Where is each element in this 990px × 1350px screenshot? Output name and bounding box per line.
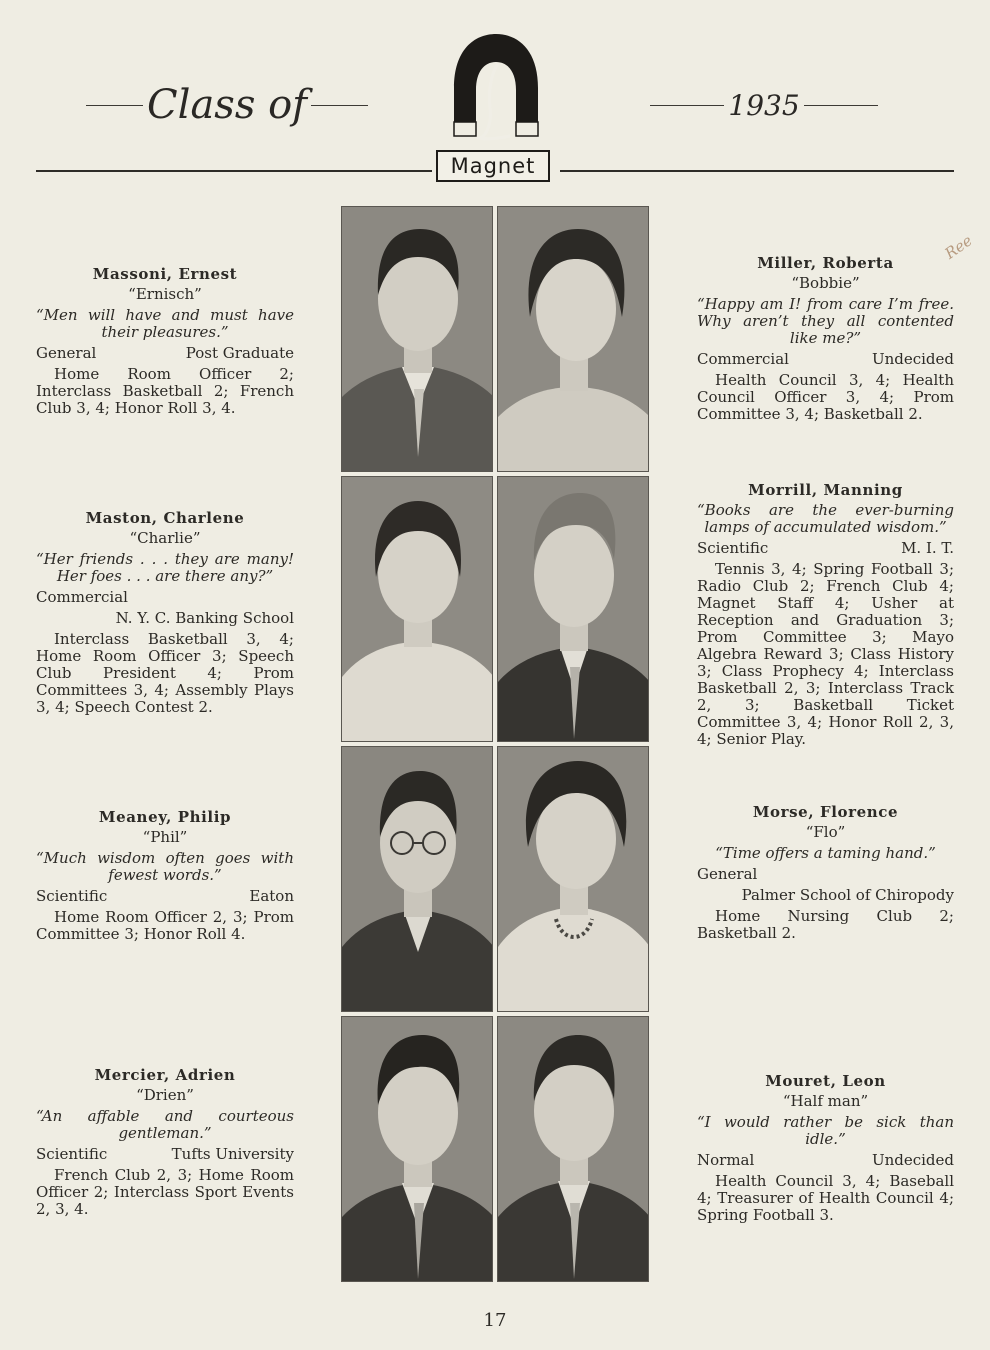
- student-name: Morrill, Manning: [748, 481, 903, 499]
- pencil-mark: Ree: [941, 231, 976, 263]
- entry-meaney: [36, 809, 294, 943]
- student-quote: “I would rather be sick than idle.”: [697, 1113, 954, 1148]
- student-course: General: [697, 865, 758, 883]
- student-name: Maston, Charlene: [85, 509, 245, 527]
- student-nickname: “Half man”: [782, 1092, 869, 1110]
- course-row: [36, 1146, 294, 1163]
- student-future: Eaton: [249, 887, 294, 905]
- student-activities: Home Room Officer 2; Interclass Basketball 2; French Club 3, 4; Honor Roll 3, 4.: [36, 365, 294, 417]
- student-course: Commercial: [36, 588, 128, 606]
- entry-mercier: [36, 1067, 294, 1218]
- student-quote: “Men will have and must have their pleasures.”: [36, 306, 294, 341]
- student-quote: “Books are the ever-burning lamps of accumulated wisdom.”: [697, 501, 954, 536]
- student-nickname: “Flo”: [805, 823, 846, 841]
- course-row: [36, 888, 294, 905]
- entry-morrill: [697, 482, 954, 748]
- student-course: General: [36, 344, 97, 362]
- magnet-logo-label: Magnet: [436, 150, 550, 182]
- portrait-morrill: [497, 476, 649, 742]
- student-course: Scientific: [36, 1145, 108, 1163]
- student-future: Tufts University: [171, 1145, 294, 1163]
- entry-massoni: [36, 266, 294, 417]
- student-quote: “Much wisdom often goes with fewest words.”: [36, 849, 294, 884]
- portrait-miller: [497, 206, 649, 472]
- header-rule-right: [650, 105, 724, 106]
- student-name: Mouret, Leon: [765, 1072, 886, 1090]
- student-nickname: “Charlie”: [129, 529, 201, 547]
- year-heading: [650, 80, 878, 130]
- entry-morse: [697, 804, 954, 942]
- student-name: Meaney, Philip: [98, 808, 232, 826]
- course-row: [36, 589, 294, 606]
- student-nickname: “Bobbie”: [791, 274, 860, 292]
- student-nickname: “Ernisch”: [128, 285, 202, 303]
- portrait-maston: [341, 476, 493, 742]
- student-activities: Interclass Basketball 3, 4; Home Room Officer 3; Speech Club President 4; Prom Committees 3, 4; Assembly Plays 3, 4; Speech Contest 2.: [36, 630, 294, 716]
- header-rule-left-2: [311, 105, 368, 106]
- class-of-heading: [86, 80, 368, 130]
- student-activities: Home Nursing Club 2; Basketball 2.: [697, 907, 954, 942]
- student-course: Scientific: [697, 539, 769, 557]
- entry-maston: [36, 510, 294, 716]
- student-activities: Health Council 3, 4; Baseball 4; Treasurer of Health Council 4; Spring Football 3.: [697, 1172, 954, 1224]
- course-row: [697, 1152, 954, 1169]
- course-row: [697, 540, 954, 557]
- portrait-mercier: [341, 1016, 493, 1282]
- student-future: M. I. T.: [901, 539, 954, 557]
- entry-mouret: [697, 1073, 954, 1224]
- student-course: Scientific: [36, 887, 108, 905]
- main-rule-right: [560, 170, 954, 172]
- student-name: Morse, Florence: [752, 803, 899, 821]
- student-nickname: “Phil”: [142, 828, 188, 846]
- header-rule-left: [86, 105, 143, 106]
- student-activities: Home Room Officer 2, 3; Prom Committee 3; Honor Roll 4.: [36, 908, 294, 943]
- student-quote: “Her friends . . . they are many! Her foes . . . are there any?”: [36, 550, 294, 585]
- course-row: [697, 866, 954, 883]
- student-activities: Health Council 3, 4; Health Council Officer 3, 4; Prom Committee 3, 4; Basketball 2.: [697, 371, 954, 423]
- course-row: [697, 351, 954, 368]
- class-of-text: Class of: [147, 82, 307, 128]
- student-future: N. Y. C. Banking School: [115, 609, 294, 627]
- student-quote: “Time offers a taming hand.”: [715, 844, 936, 862]
- student-name: Mercier, Adrien: [94, 1066, 236, 1084]
- header-rule-right-2: [804, 105, 878, 106]
- portrait-morse: [497, 746, 649, 1012]
- main-rule-left: [36, 170, 432, 172]
- student-name: Massoni, Ernest: [92, 265, 238, 283]
- year-text: 1935: [728, 88, 800, 122]
- student-quote: “Happy am I! from care I’m free. Why aren’t they all contented like me?”: [697, 295, 954, 347]
- student-nickname: “Drien”: [136, 1086, 194, 1104]
- portrait-massoni: [341, 206, 493, 472]
- entry-miller: [697, 255, 954, 423]
- student-future: Palmer School of Chiropody: [741, 886, 954, 904]
- portrait-meaney: [341, 746, 493, 1012]
- student-activities: Tennis 3, 4; Spring Football 3; Radio Club 2; French Club 4; Magnet Staff 4; Usher at Reception and Graduation 3; Prom Committee 3; Mayo Algebra Reward 3; Class History 3; Class Prophecy 4; Interclass Basketball 2, 3; Interclass Track 2, 3; Basketball Ticket Committee 3, 4; Honor Roll 2, 3, 4; Senior Play.: [697, 560, 954, 748]
- student-name: Miller, Roberta: [757, 254, 894, 272]
- student-quote: “An affable and courteous gentleman.”: [36, 1107, 294, 1142]
- page-number: 17: [483, 1310, 507, 1331]
- portrait-mouret: [497, 1016, 649, 1282]
- student-future: Post Graduate: [185, 344, 294, 362]
- course-row: [36, 345, 294, 362]
- student-course: Commercial: [697, 350, 789, 368]
- student-course: Normal: [697, 1151, 755, 1169]
- student-future: Undecided: [871, 1151, 954, 1169]
- student-activities: French Club 2, 3; Home Room Officer 2; Interclass Sport Events 2, 3, 4.: [36, 1166, 294, 1218]
- student-future: Undecided: [871, 350, 954, 368]
